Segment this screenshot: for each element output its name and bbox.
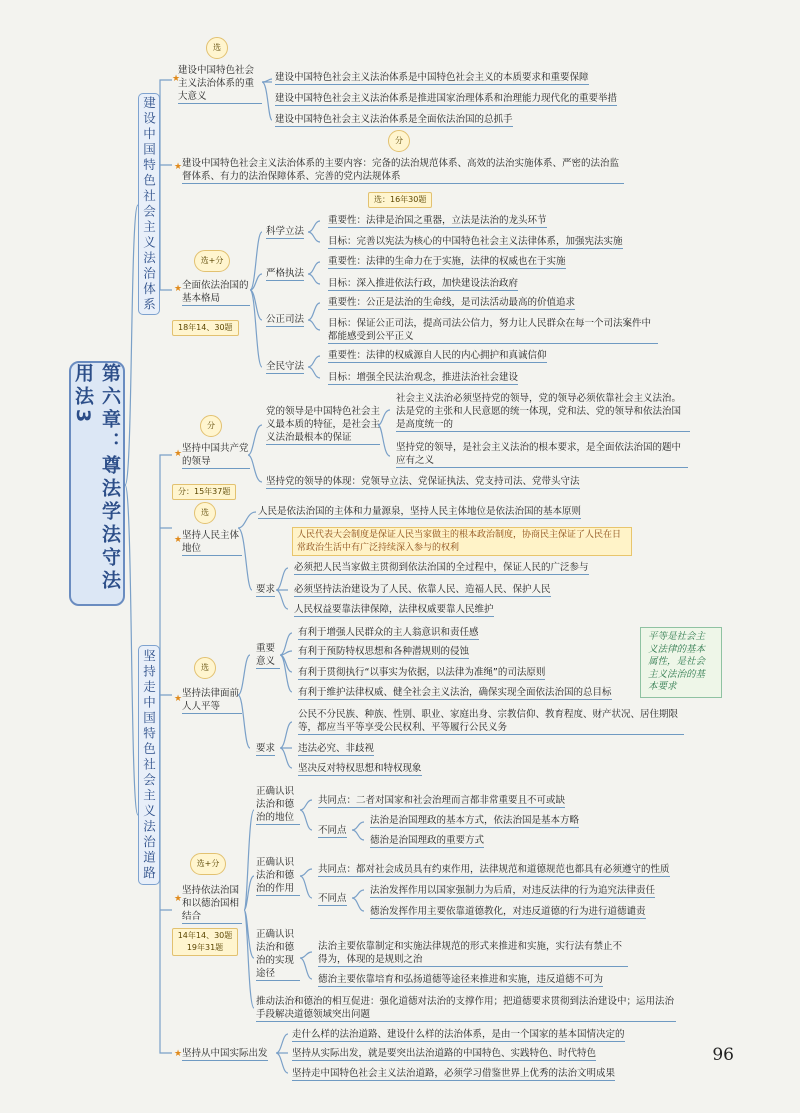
list-item: 坚持党的领导的体现：党领导立法、党保证执法、党支持司法、党带头守法 [266,476,580,487]
badge-xuan: 选 [194,502,216,524]
list-item: 目标：保证公正司法，提高司法公信力，努力让人民群众在每一个司法案件中都能感受到公平正义 [328,317,658,344]
star-icon: ★ [174,284,183,294]
branch-title-equality: 坚持法律面前人人平等 [182,687,242,714]
main-content-text: 建设中国特色社会主义法治体系的主要内容：完备的法治规范体系、高效的法治实施体系、严密的法治监督体系、有力的法治保障体系、完善的党内法规体系 [182,157,624,184]
page-number: 96 [712,1045,734,1065]
exam-tag: 18年14、30题 [172,320,239,336]
sub-label: 要求 [256,743,276,754]
section-1-title: 建设中国特色社会主义法治体系 [141,95,157,313]
list-item: 坚持党的领导，是社会主义法治的根本要求，是全面依法治国的题中应有之义 [396,441,688,468]
list-item: 共同点：都对社会成员具有约束作用，法律规范和道德规范也都具有必须遵守的性质 [318,864,670,875]
list-item: 建设中国特色社会主义法治体系是中国特色社会主义的本质要求和重要保障 [275,72,589,83]
sub-label: 不同点 [318,825,347,836]
list-item: 德治主要依靠培育和弘扬道德等途径来推进和实施，违反道德不可为 [318,974,604,985]
sub-label: 要求 [256,584,276,595]
list-item: 法治发挥作用以国家强制力为后盾，对违反法律的行为追究法律责任 [370,885,656,896]
section-2-box [138,645,160,885]
list-item: 有利于贯彻执行“以事实为依据，以法律为准绳”的司法原则 [298,667,546,678]
section-1-box [138,93,160,315]
list-item: 必须把人民当家做主贯彻到依法治国的全过程中，保证人民的广泛参与 [294,562,589,573]
list-item: 建设中国特色社会主义法治体系是全面依法治国的总抓手 [275,114,513,125]
side-note: 平等是社会主义法律的基本属性，是社会主义法治的基本要求 [640,627,722,698]
badge-fen: 分 [200,415,222,437]
sub-label: 严格执法 [266,268,305,279]
exam-tag: 14年14、30题 19年31题 [172,928,238,956]
list-item: 违法必究、非歧视 [298,743,375,754]
list-item: 有利于增强人民群众的主人翁意识和责任感 [298,627,479,638]
exam-tag: 分：15年37题 [172,484,236,500]
list-item: 重要性：法律的生命力在于实施，法律的权威也在于实施 [328,256,566,267]
star-icon: ★ [174,535,183,545]
star-icon: ★ [172,74,181,84]
badge-xuan: 选 [194,657,216,679]
list-item: 目标：深入推进依法行政，加快建设法治政府 [328,278,519,289]
badge-fen: 分 [388,130,410,152]
list-item: 人民是依法治国的主体和力量源泉，坚持人民主体地位是依法治国的基本原则 [258,506,582,517]
chapter-title: 第六章：尊法学法守法用法3 [72,363,121,593]
badge-xuan-fen: 选+分 [194,250,230,272]
list-item: 坚持从实际出发，就是要突出法治道路的中国特色、实践特色、时代特色 [292,1048,597,1059]
list-item: 坚持走中国特色社会主义法治道路，必须学习借鉴世界上优秀的法治文明成果 [292,1068,616,1079]
highlight-box: 人民代表大会制度是保证人民当家做主的根本政治制度，协商民主保证了人民在日常政治生活中有广泛持续深入参与的权利 [292,527,632,556]
list-item: 有利于预防特权思想和各种潜规则的侵蚀 [298,646,470,657]
sub-label: 公正司法 [266,314,305,325]
list-item: 目标：增强全民法治观念，推进法治社会建设 [328,372,519,383]
list-item: 必须坚持法治建设为了人民、依靠人民、造福人民、保护人民 [294,584,551,595]
list-item: 德治发挥作用主要依靠道德教化，对违反道德的行为进行道德谴责 [370,906,646,917]
list-item: 走什么样的法治道路、建设什么样的法治体系，是由一个国家的基本国情决定的 [292,1029,625,1040]
party-essence-text: 党的领导是中国特色社会主义最本质的特征，是社会主义法治最根本的保证 [266,406,381,443]
star-icon: ★ [174,162,183,172]
list-item: 推动法治和德治的相互促进：强化道德对法治的支撑作用；把道德要求贯彻到法治建设中；运用法治手段解决道德领域突出问题 [256,996,675,1020]
sub-label: 正确认识法治和德治的作用 [256,856,300,896]
sub-label: 科学立法 [266,226,305,237]
sub-label: 重要意义 [256,642,280,669]
branch-title-significance: 建设中国特色社会主义法治体系的重大意义 [178,64,262,104]
list-item: 建设中国特色社会主义法治体系是推进国家治理体系和治理能力现代化的重要举措 [275,93,618,104]
list-item: 重要性：法律的权威源自人民的内心拥护和真诚信仰 [328,350,547,361]
badge-xuan-fen: 选+分 [190,853,226,875]
list-item: 有利于维护法律权威、健全社会主义法治，确保实现全面依法治国的总目标 [298,687,612,698]
exam-tag: 选：16年30题 [368,192,432,208]
branch-title-party: 坚持中国共产党的领导 [182,443,249,467]
branch-title-people: 坚持人民主体地位 [182,529,242,556]
list-item: 人民权益要靠法律保障，法律权威要靠人民维护 [294,604,494,615]
star-icon: ★ [174,1049,183,1059]
list-item: 法治主要依靠制定和实施法律规范的形式来推进和实施，实行法有禁止不得为，体现的是规则之治 [318,940,628,967]
list-item: 德治是治国理政的重要方式 [370,835,485,846]
list-item: 法治是治国理政的基本方式，依法治国是基本方略 [370,815,580,826]
list-item: 公民不分民族、种族、性别、职业、家庭出身、宗教信仰、教育程度、财产状况、居住期限等，都应当平等享受公民权利、平等履行公民义务 [298,708,684,735]
badge-xuan: 选 [206,37,228,59]
star-icon: ★ [174,449,183,459]
list-item: 社会主义法治必须坚持党的领导，党的领导必须依靠社会主义法治。法是党的主张和人民意愿的统一体现，党和法、党的领导和依法治国是高度统一的 [396,392,690,432]
sub-label: 全民守法 [266,361,305,372]
sub-label: 正确认识法治和德治的实现途径 [256,928,300,981]
sub-label: 正确认识法治和德治的地位 [256,785,300,825]
branch-title-law-virtue: 坚持依法治国和以德治国相结合 [182,884,242,924]
star-icon: ★ [174,894,183,904]
list-item: 坚决反对特权思想和特权现象 [298,763,422,774]
list-item: 重要性：公正是法治的生命线，是司法活动最高的价值追求 [328,297,576,308]
branch-title-pattern: 全面依法治国的基本格局 [182,280,249,304]
chapter-title-box [69,361,125,606]
sub-label: 不同点 [318,893,347,904]
list-item: 重要性：法律是治国之重器，立法是法治的龙头环节 [328,215,547,226]
list-item: 目标：完善以宪法为核心的中国特色社会主义法律体系，加强宪法实施 [328,236,623,247]
list-item: 共同点：二者对国家和社会治理而言都非常重要且不可或缺 [318,795,566,806]
star-icon: ★ [174,694,183,704]
section-2-title: 坚持走中国特色社会主义法治道路 [141,648,157,882]
branch-title-reality: 坚持从中国实际出发 [182,1048,268,1059]
